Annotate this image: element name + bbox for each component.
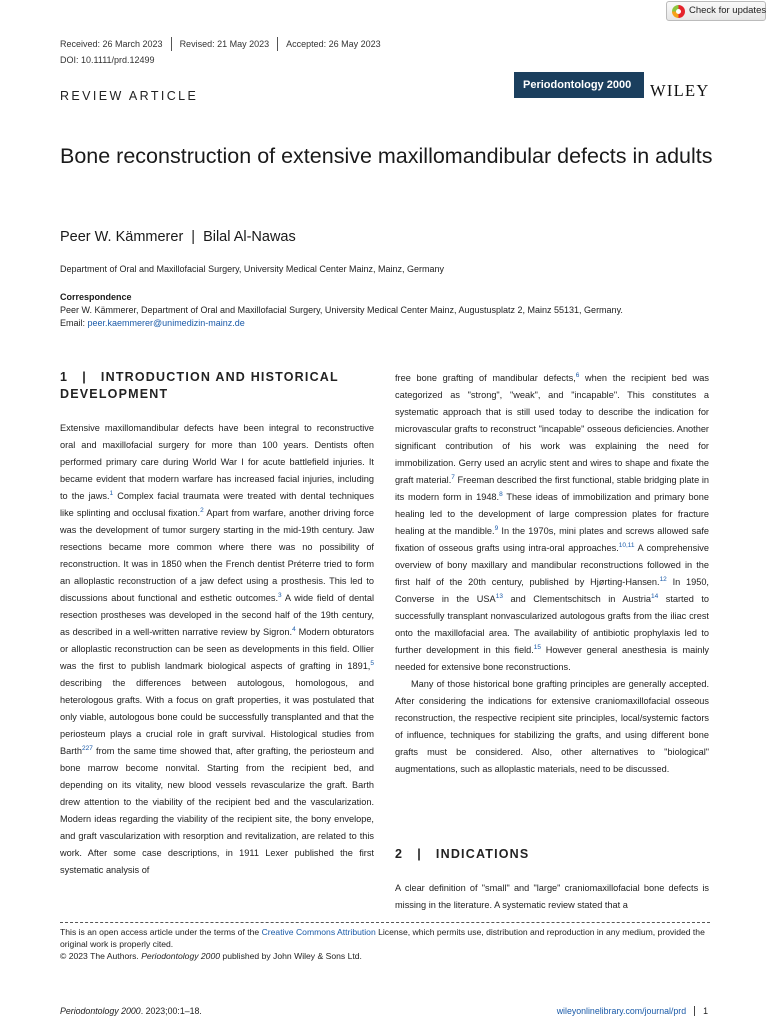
text-run: and Clementschitsch in Austria [502,594,651,604]
revised-date: Revised: 21 May 2023 [171,37,278,51]
text-run: © 2023 The Authors. [60,951,142,961]
correspondence-email [60,318,245,328]
section-title: INTRODUCTION AND HISTORICAL DEVELOPMENT [60,370,339,401]
section-title: INDICATIONS [435,847,530,861]
ref-link[interactable]: 12 [659,575,667,583]
text-run: Complex facial traumata were treated with dental techniques like splinting and occlusal fixation. [60,491,374,518]
text-run: free bone grafting of mandibular defects, [395,373,576,383]
paragraph: A clear definition of "small" and "large" craniomaxillofacial bone defects is missing in the literature. A systematic review stated that a [395,883,709,910]
text-run: A comprehensive overview of bony maxillary and mandibular reconstructions followed in the first half of the 20th century, published by Hjørting-Hansen. [395,543,709,587]
text-run: published by John Wiley & Sons Ltd. [220,951,362,961]
publisher-logo: WILEY [650,81,710,100]
section-separator: | [417,847,422,861]
ref-link[interactable]: 14 [650,592,659,600]
ref-link[interactable]: 15 [533,643,542,651]
text-run: Freeman described the first functional, stable bridging plate in its modern form in 1948. [395,475,709,502]
received-date: Received: 26 March 2023 [60,39,163,49]
cc-license-link[interactable]: Creative Commons Attribution [261,927,376,937]
section-heading-indications [395,846,529,863]
email-link[interactable]: peer.kaemmerer@unimedizin-mainz.de [87,318,245,328]
ref-link[interactable]: 10,11 [618,541,635,549]
article-dates [60,37,389,51]
ref-link[interactable]: 9 [494,524,499,532]
text-run: when the recipient bed was categorized as "strong", "weak", and "incapable". This constitutes a systematic approach that is still used today to describe the indication for microvascular grafts to reconstruct "incapable" osseous deficiencies. Another significant contribution of his work was explaining the need for immobilization. Gerry used an acrylic stent and wires to shape and fixate the graft material. [395,373,709,485]
text-run: License, which permits use, distribution and reproduction in any medium, provided the original work is properly cited. [60,927,705,949]
correspondence-address: Peer W. Kämmerer, Department of Oral and Maxillofacial Surgery, University Medical Center Mainz, Augustusplatz 2, Mainz 55131, Germany. [60,305,623,315]
author-name[interactable]: Peer W. Kämmerer [60,229,184,245]
footer-journal: Periodontology 2000 [60,1006,141,1016]
right-column [395,370,709,778]
ref-link[interactable]: 4 [292,625,296,633]
crossmark-icon [672,5,685,18]
footer-right [557,1006,708,1016]
text-run: started to successfully transplant nonvascularized autologous grafts from the iliac crest onto the maxillofacial area. The availability of antibiotic prophylaxis led to further development in this field. [395,594,710,655]
author-separator: | [191,229,196,245]
text-run: A wide field of dental resection prostheses was developed in the second half of the 19th century, as described in a well-written narrative review by Sigron. [60,593,374,637]
ref-link[interactable]: 13 [495,592,503,600]
section-heading-introduction [60,369,374,403]
ref-link[interactable]: 6 [575,371,580,379]
article-type: REVIEW ARTICLE [60,89,199,103]
journal-name: Periodontology 2000 [141,951,221,961]
journal-url-link[interactable]: wileyonlinelibrary.com/journal/prd [557,1006,695,1016]
page-number: 1 [703,1006,708,1016]
ref-link[interactable]: 1 [109,489,114,497]
article-title: Bone reconstruction of extensive maxillomandibular defects in adults [60,144,713,168]
affiliation: Department of Oral and Maxillofacial Surgery, University Medical Center Mainz, Mainz, Germany [60,264,444,274]
text-run: However general anesthesia is mainly needed for extensive bone reconstructions. [395,645,709,672]
text-run: In the 1970s, mini plates and screws allowed safe fixation of osseous grafts using intra-oral approaches. [395,526,710,553]
text-run: describing the differences between autologous, homologous, and heterologous grafts. With a focus on graft properties, it was postulated that only viable, autologous bone could be successfully transplanted and that the periosteum plays a crucial role in graft survival. Histological studies from Barth [60,678,374,756]
author-name[interactable]: Bilal Al-Nawas [203,229,296,245]
paragraph: Many of those historical bone grafting principles are generally accepted. After considering the indications for extensive craniomaxillofacial osseous reconstruction, the respective recipient site principles, local/systemic factors of influence, techniques for stabilizing the grafts, and using different bone grafts must be considered. Also, other alternatives to "biological" augmentations, such as alloplastic materials, need to be discussed. [395,679,709,774]
footnote-divider [60,922,710,923]
text-run: Apart from warfare, another driving force was the development of tumor surgery starting in the mid-19th century. Jaw resections became more common where there was no possibility of reconstruction. It was in 1850 when the French dentist Préterre tried to form an alloplastic reconstruction of a jaw defect using a prosthesis. This led to discussions about functional and esthetic outcomes. [60,508,374,603]
footer-volume: . 2023;00:1–18. [140,1006,202,1016]
section-number: 2 [395,847,404,861]
ref-link[interactable]: 8 [499,490,503,498]
doi[interactable]: DOI: 10.1111/prd.12499 [60,55,155,65]
text-run: In 1950, Converse in the USA [395,577,709,604]
paragraph [60,420,374,879]
ref-link[interactable]: 7 [451,473,455,481]
ref-link[interactable]: 227 [81,744,93,752]
ref-link[interactable]: 5 [370,659,374,667]
text-run: Modern obturators or alloplastic reconstruction can be seen as developments in this field. Ollier was the first to publish landmark biological aspects of grafting in 1891, [60,627,375,671]
correspondence-heading: Correspondence [60,292,132,302]
text-run: Extensive maxillomandibular defects have been integral to reconstructive oral and maxillofacial surgery for more than 100 years. Dentists often performed primary care during World War I for acute battlefield injuries. It became evident that modern warfare has increased facial injuries, including to the jaws. [60,423,374,501]
author-list [60,229,296,245]
section-number: 1 [60,370,69,384]
footer-citation [60,1006,202,1016]
license-notice [60,926,720,962]
text-run: These ideas of immobilization and primary bone healing led to the development of large compression plates for fracture healing at the mandible. [395,492,709,536]
email-label: Email: [60,318,88,328]
left-column [60,420,374,879]
ref-link[interactable]: 3 [278,591,282,599]
text-run: This is an open access article under the terms of the [60,927,262,937]
journal-badge: Periodontology 2000 [514,72,644,98]
accepted-date: Accepted: 26 May 2023 [277,37,389,51]
section-separator: | [82,370,87,384]
text-run: from the same time showed that, after grafting, the periosteum and bone marrow become nonvital. Starting from the recipient bed, and depending on its vitality, new blood vessels revascularize the graft. Barth drew attention to the viability of the recipient bed and the vascularization. Modern ideas regarding the viability of the recipient site, the bony envelope, and graft vascularization with resorption and revitalization, are related to this work. After some case descriptions, in 1911 Lexer published the first systematic analysis of [60,746,374,875]
check-for-updates-label: Check for updates [689,5,767,16]
paragraph [395,370,709,676]
ref-link[interactable]: 2 [200,506,204,514]
check-for-updates-button[interactable] [666,1,766,21]
